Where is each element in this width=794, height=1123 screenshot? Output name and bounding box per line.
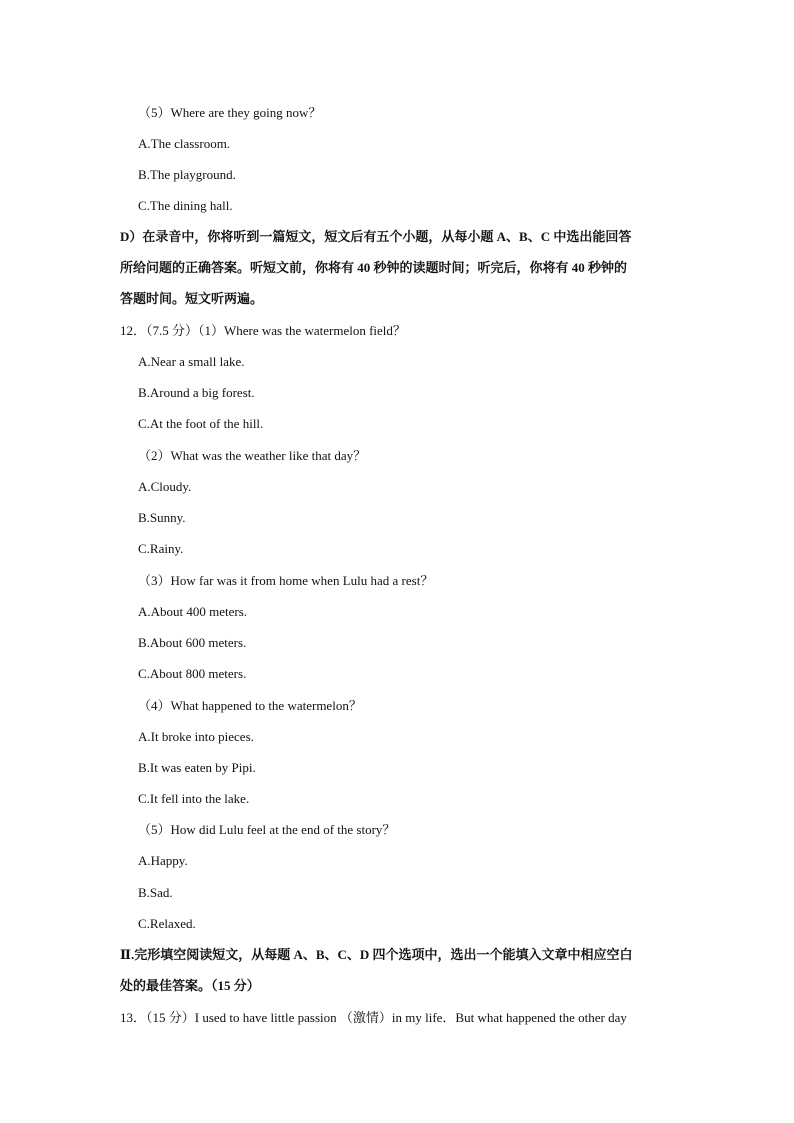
q12-4-option-b: B.It was eaten by Pipi. xyxy=(138,760,256,775)
q12-2-option-a: A.Cloudy. xyxy=(138,479,192,494)
question-13-text: 13．（15 分）I used to have little passion （激情）in my life．But what happened the other day xyxy=(120,1010,627,1025)
q12-1-option-a: A.Near a small lake. xyxy=(138,354,245,369)
question-12-header: 12．（7.5 分）（1）Where was the watermelon field？ xyxy=(120,323,406,338)
q12-4-option-c: C.It fell into the lake. xyxy=(138,791,250,806)
q12-1-option-b: B.Around a big forest. xyxy=(138,385,255,400)
q12-2-prompt: （2）What was the weather like that day？ xyxy=(138,448,367,463)
question-5-prompt: （5）Where are they going now？ xyxy=(138,105,322,120)
q12-3-option-b: B.About 600 meters. xyxy=(138,635,247,650)
q12-3-option-a: A.About 400 meters. xyxy=(138,604,248,619)
q12-2-option-c: C.Rainy. xyxy=(138,541,184,556)
section-d-instruction-line-2: 所给问题的正确答案。听短文前，你将有 40 秒钟的读题时间；听完后，你将有 40 秒钟的 xyxy=(120,260,628,275)
q12-4-prompt: （4）What happened to the watermelon？ xyxy=(138,698,362,713)
section-ii-instruction-line-2: 处的最佳答案。（15 分） xyxy=(120,978,260,993)
q12-1-option-c: C.At the foot of the hill. xyxy=(138,416,264,431)
q12-5-prompt: （5）How did Lulu feel at the end of the story？ xyxy=(138,822,396,837)
q12-3-prompt: （3）How far was it from home when Lulu had a rest？ xyxy=(138,573,434,588)
q12-5-option-c: C.Relaxed. xyxy=(138,916,196,931)
q12-3-option-c: C.About 800 meters. xyxy=(138,666,247,681)
section-d-instruction-line-1: D）在录音中，你将听到一篇短文，短文后有五个小题，从每小题 A、B、C 中选出能回答 xyxy=(120,229,632,244)
q12-2-option-b: B.Sunny. xyxy=(138,510,186,525)
section-d-instruction-line-3: 答题时间。短文听两遍。 xyxy=(120,291,264,306)
option-a: A.The classroom. xyxy=(138,136,231,151)
q12-5-option-b: B.Sad. xyxy=(138,885,173,900)
option-b: B.The playground. xyxy=(138,167,236,182)
q12-4-option-a: A.It broke into pieces. xyxy=(138,729,254,744)
option-c: C.The dining hall. xyxy=(138,198,233,213)
q12-5-option-a: A.Happy. xyxy=(138,853,188,868)
section-ii-instruction-line-1: Ⅱ.完形填空阅读短文，从每题 A、B、C、D 四个选项中，选出一个能填入文章中相应空白 xyxy=(120,947,633,962)
